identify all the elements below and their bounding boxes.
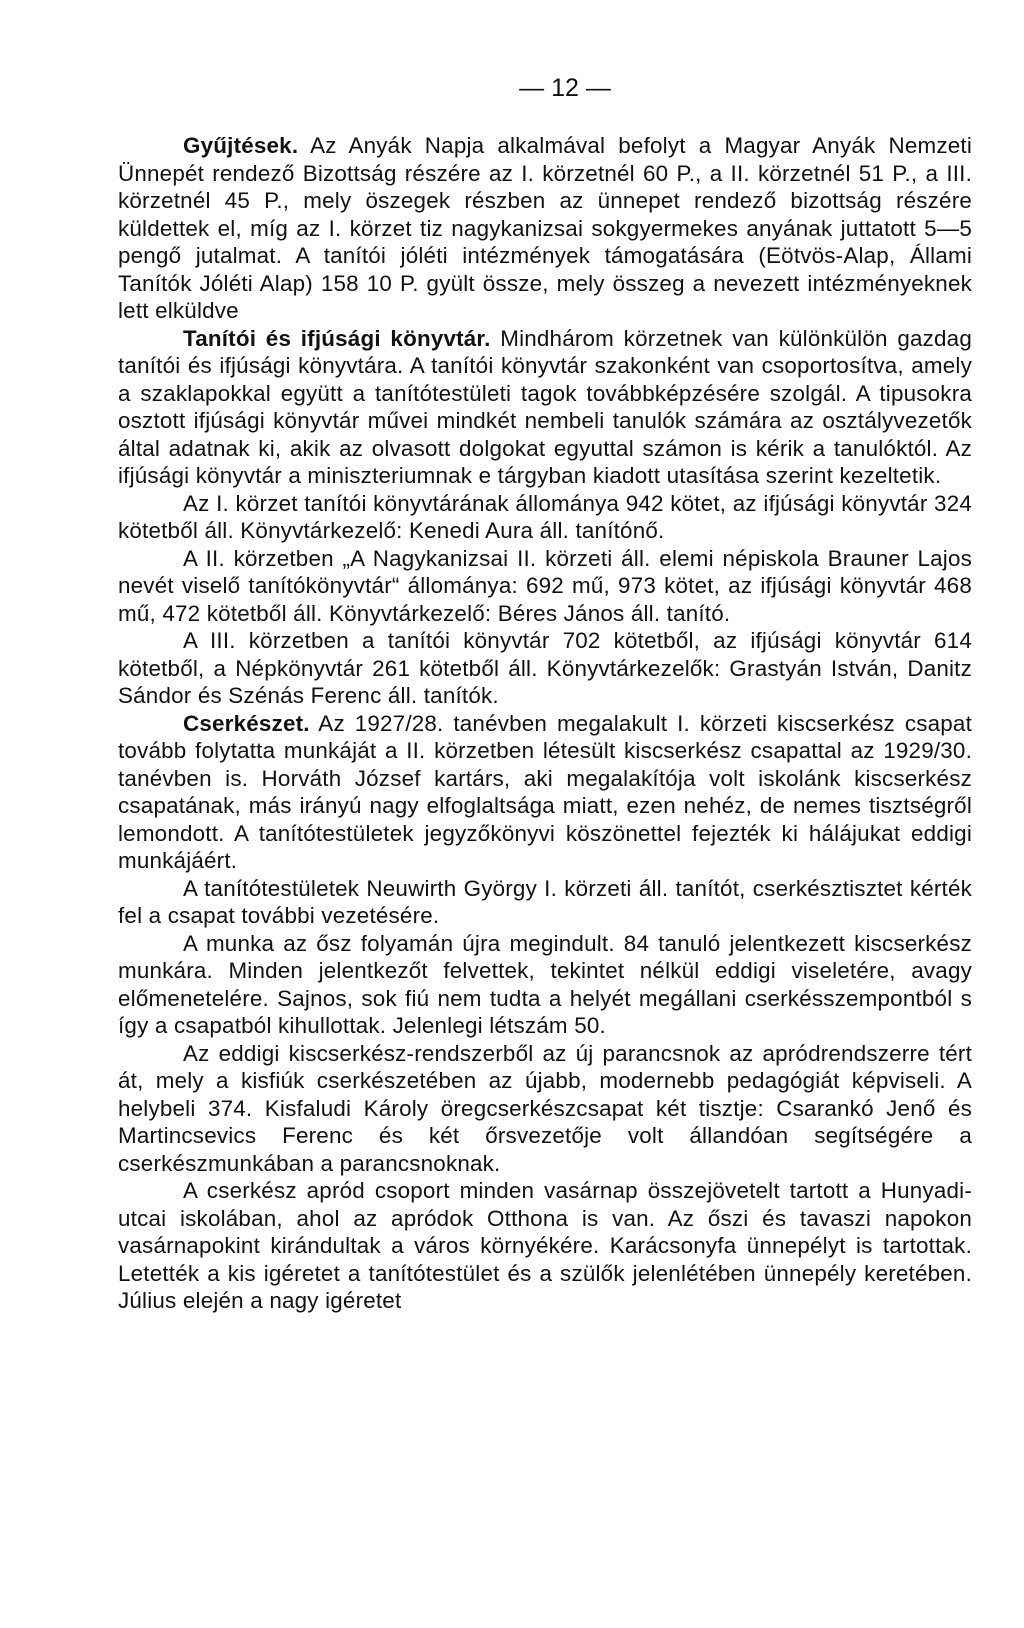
page-number: — 12 — xyxy=(519,74,611,102)
paragraph: A cserkész apród csoport minden vasárnap összejövetelt tartott a Hunyadi-utcai iskolában, ahol az apródok Otthona is van. Az őszi és tavaszi napokon vasárnapokint kirándultak a város környékére. Karácsonyfa ünnepélyt is tartottak. Letették a kis igéretet a tanítótestület és a szülők jelenlétében ünnepély keretében. Július elején a nagy igéretet xyxy=(118,1178,972,1313)
section-heading-konyvtar: Tanítói és ifjúsági könyvtár. xyxy=(183,325,491,351)
paragraph-text: Mindhárom körzetnek van különkülön gazdag tanítói és ifjúsági könyvtára. A tanítói könyvtár szakonként van csoportosítva, amely a szaklapokkal együtt a tanítótestületi tagok továbbképzésére szolgál. A tipusokra osztott ifjúsági könyvtár művei mindkét nembeli tanulók számára az osztályvezetők által adatnak ki, akik az olvasott dolgokat egyuttal számon is kérik a tanulóktól. Az ifjúsági könyvtár a miniszteriumnak e tárgyban kiadott utasítása szerint kezeltetik. xyxy=(118,325,972,488)
paragraph-text: Az 1927/28. tanévben megalakult I. körzeti kiscserkész csapat tovább folytatta munkáját a II. körzetben létesült kiscserkész csapattal az 1929/30. tanévben is. Horváth József kartárs, aki megalakítója volt iskolánk kiscserkész csapatának, más irányú nagy elfoglaltsága miatt, ezen nehéz, de nemes tisztségről lemondott. A tanítótestületek jegyzőkönyvi köszönettel fejezték ki hálájukat eddigi munkájáért. xyxy=(118,710,972,873)
document-body xyxy=(118,132,972,1315)
paragraph: Az I. körzet tanítói könyvtárának állománya 942 kötet, az ifjúsági könyvtár 324 kötetből áll. Könyvtárkezelő: Kenedi Aura áll. tanítónő. xyxy=(118,490,972,543)
paragraph: A II. körzetben „A Nagykanizsai II. körzeti áll. elemi népiskola Brauner Lajos nevét viselő tanítókönyvtár“ állománya: 692 mű, 973 kötet, az ifjúsági könyvtár 468 mű, 472 kötetből áll. Könyvtárkezelő: Béres János áll. tanító. xyxy=(118,545,972,626)
paragraph-konyvtar xyxy=(118,325,972,490)
paragraph: Az eddigi kiscserkész-rendszerből az új parancsnok az apródrendszerre tért át, mely a kisfiúk cserkészetében az újabb, modernebb pedagógiát képviseli. A helybeli 374. Kisfaludi Károly öregcserkészcsapat két tisztje: Csarankó Jenő és Martincsevics Ferenc és két őrsvezetője volt állandóan segítségére a cserkészmunkában a parancsnoknak. xyxy=(118,1040,972,1176)
paragraph: A munka az ősz folyamán újra megindult. 84 tanuló jelentkezett kiscserkész munkára. Minden jelentkezőt felvettek, tekintet nélkül eddigi viseletére, avagy előmenetelére. Sajnos, sok fiú nem tudta a helyét megállani cserkésszempontból s így a csapatból kihullottak. Jelenlegi létszám 50. xyxy=(118,930,972,1038)
paragraph-gyujtesek xyxy=(118,132,972,325)
paragraph-cserkeszet xyxy=(118,710,972,875)
document-page xyxy=(118,68,972,1315)
paragraph: A III. körzetben a tanítói könyvtár 702 kötetből, az ifjúsági könyvtár 614 kötetből, a Népkönyvtár 261 kötetből áll. Könyvtárkezelők: Grastyán István, Danitz Sándor és Szénás Ferenc áll. tanítók. xyxy=(118,628,972,708)
paragraph: A tanítótestületek Neuwirth György I. körzeti áll. tanítót, cserkésztisztet kérték fel a csapat további vezetésére. xyxy=(118,875,972,928)
section-heading-gyujtesek: Gyűjtések. xyxy=(183,133,299,158)
section-heading-cserkeszet: Cserkészet. xyxy=(183,710,310,736)
paragraph-text: Az Anyák Napja alkalmával befolyt a Magyar Anyák Nemzeti Ünnepét rendező Bizottság részére az I. körzetnél 60 P., a II. körzetnél 51 P., a III. körzetnél 45 P., mely öszegek részben az ünnepet rendező bizottság részére küldettek el, míg az I. körzet tiz nagykanizsai sokgyermekes anyának juttatott 5—5 pengő jutalmat. A tanítói jóléti intézmények támogatására (Eötvös-Alap, Állami Tanítók Jóléti Alap) 158 10 P. gyült össze, mely összeg a nevezett intézményeknek lett elküldve xyxy=(118,133,972,323)
